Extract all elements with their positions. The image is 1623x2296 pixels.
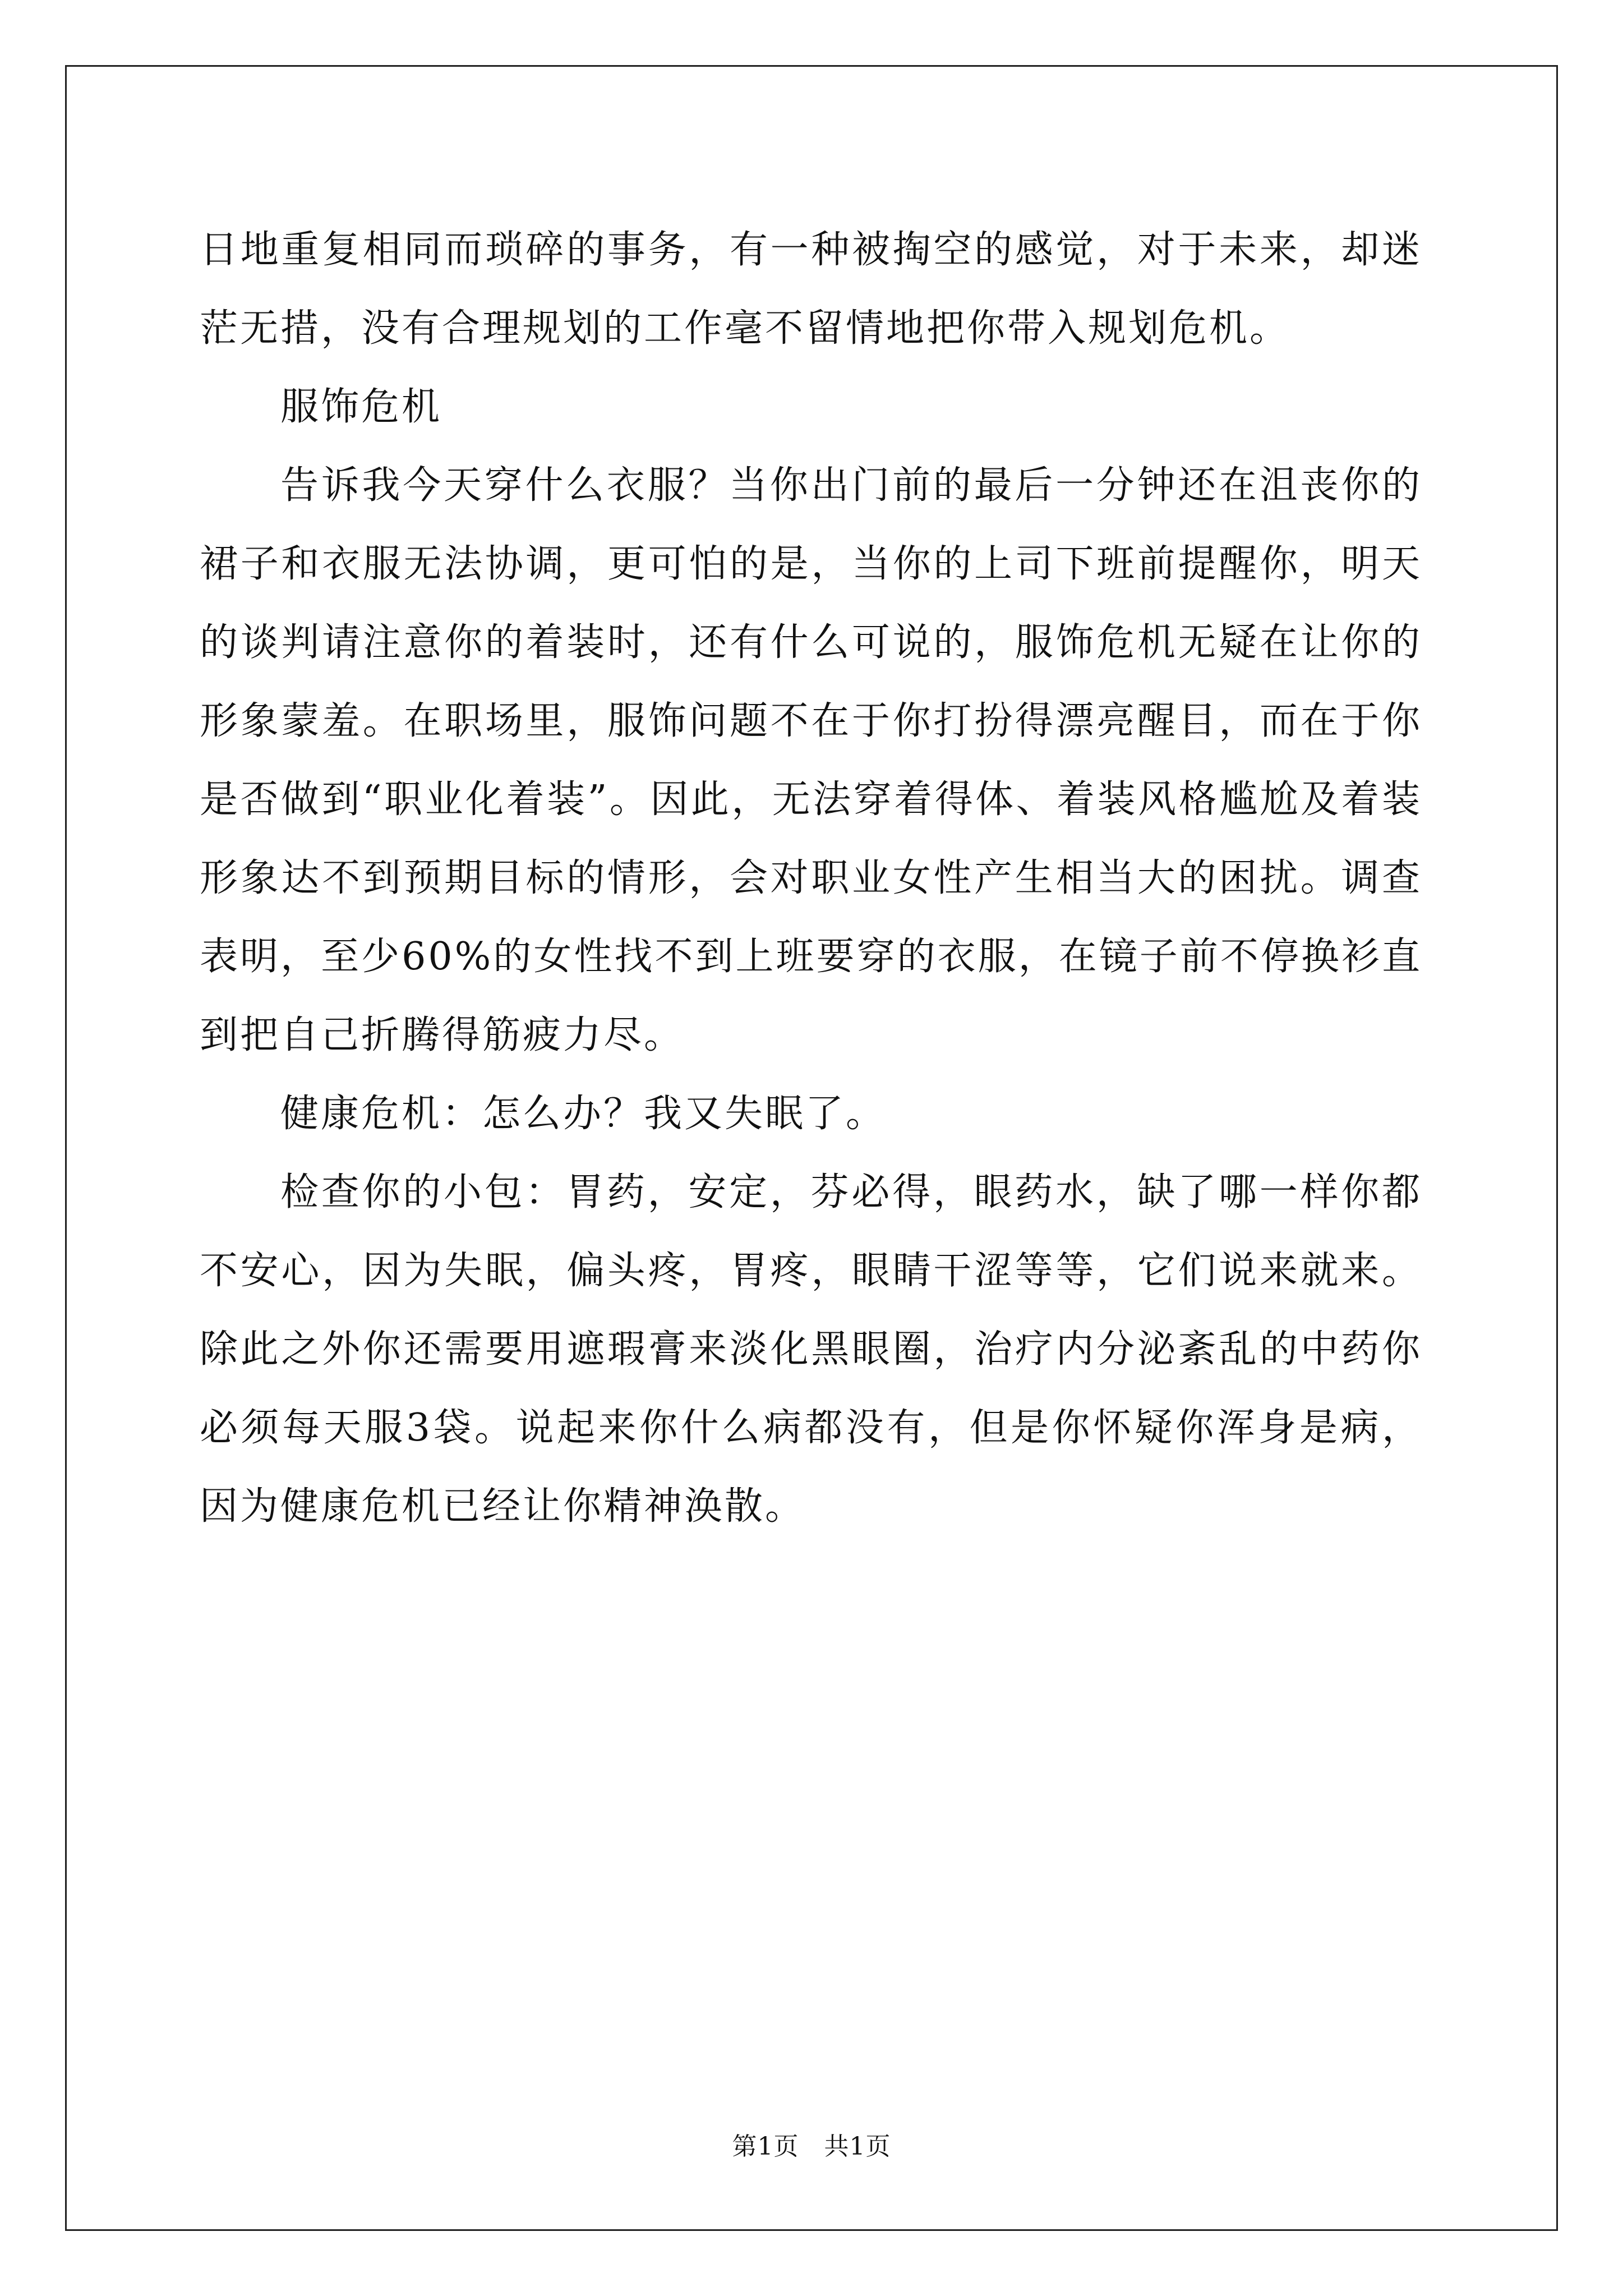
paragraph-clothing-crisis: 告诉我今天穿什么衣服？当你出门前的最后一分钟还在沮丧你的裙子和衣服无法协调，更可怕的是，当你的上司下班前提醒你，明天的谈判请注意你的着装时，还有什么可说的，服饰危机无疑在让你的形象蒙羞。在职场里，服饰问题不在于你打扮得漂亮醒目，而在于你是否做到“职业化着装”。因此，无法穿着得体、着装风格尴尬及着装形象达不到预期目标的情形，会对职业女性产生相当大的困扰。调查表明，至少60%的女性找不到上班要穿的衣服，在镜子前不停换衫直到把自己折腾得筋疲力尽。 xyxy=(200,463,1422,1057)
document-body xyxy=(200,211,1422,1546)
page-number-footer: 第1页 共1页 xyxy=(732,2132,891,2161)
section-heading-health-crisis: 健康危机：怎么办？我又失眠了。 xyxy=(280,1092,887,1136)
paragraph-health-crisis: 检查你的小包：胃药，安定，芬必得，眼药水，缺了哪一样你都不安心，因为失眠，偏头疼，胃疼，眼睛干涩等等，它们说来就来。除此之外你还需要用遮瑕膏来淡化黑眼圈，治疗内分泌紊乱的中药你必须每天服3袋。说起来你什么病都没有，但是你怀疑你浑身是病，因为健康危机已经让你精神涣散。 xyxy=(200,1170,1422,1529)
paragraph-continuation: 日地重复相同而琐碎的事务，有一种被掏空的感觉，对于未来，却迷茫无措，没有合理规划的工作毫不留情地把你带入规划危机。 xyxy=(200,228,1422,351)
section-heading-clothing-crisis: 服饰危机 xyxy=(280,385,442,429)
